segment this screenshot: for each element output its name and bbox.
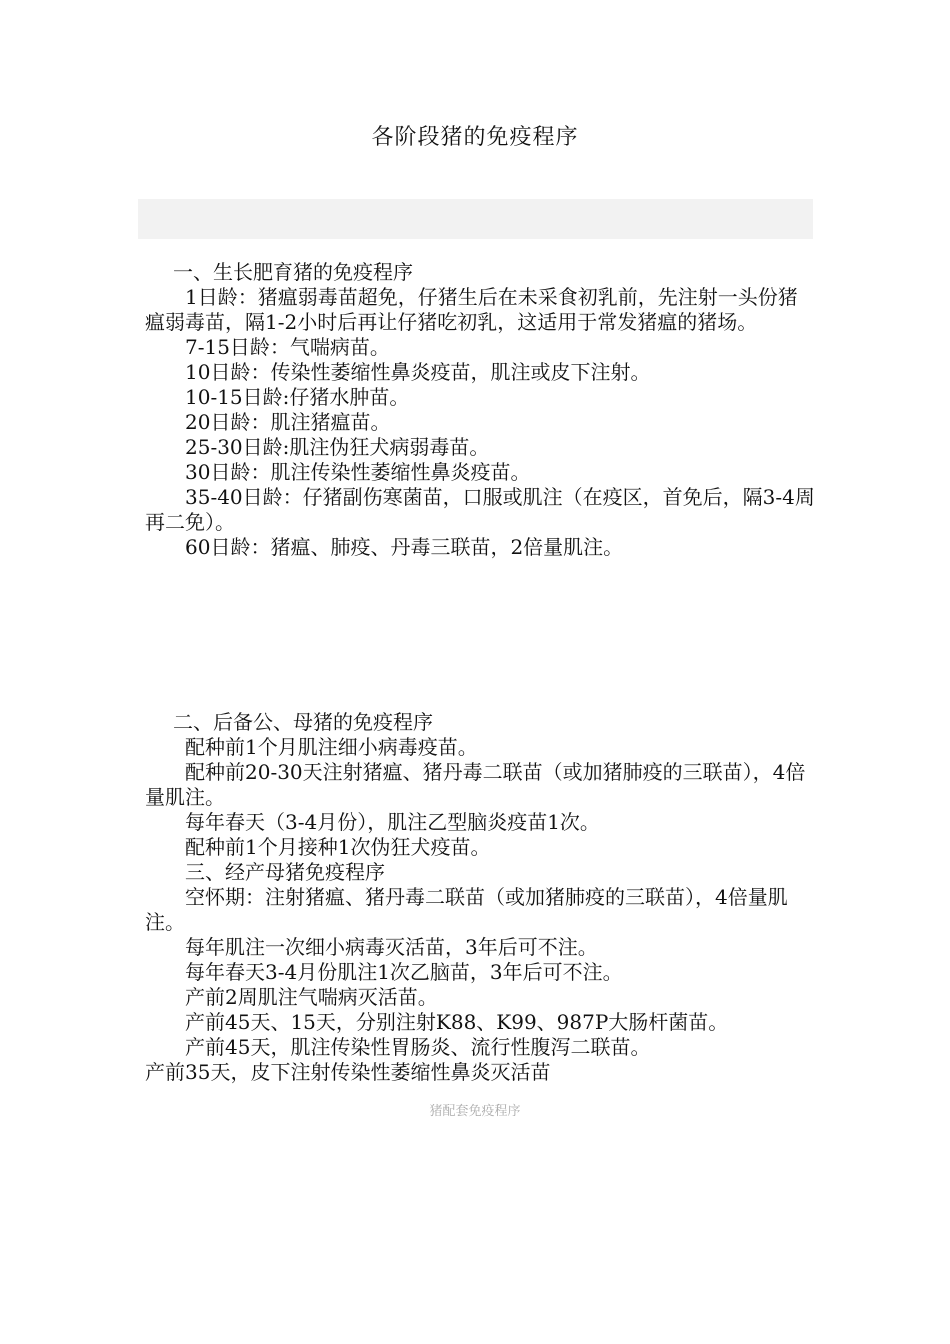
schedule-line: 配种前1个月接种1次伪狂犬疫苗。: [185, 835, 491, 859]
schedule-line: 配种前20-30天注射猪瘟、猪丹毒二联苗（或加猪肺疫的三联苗），4倍量肌注。: [145, 760, 806, 809]
schedule-line: 1日龄：猪瘟弱毒苗超免，仔猪生后在未采食初乳前，先注射一头份猪瘟弱毒苗，隔1-2小时后再让仔猪吃初乳，这适用于常发猪瘟的猪场。: [145, 285, 798, 334]
section-heading: 三、经产母猪免疫程序: [185, 860, 385, 884]
section-breeding-pigs: [145, 710, 815, 1085]
section-growing-pigs: [145, 260, 815, 560]
schedule-line: 产前35天，皮下注射传染性萎缩性鼻炎灭活苗: [145, 1060, 551, 1084]
schedule-line: 7-15日龄：气喘病苗。: [185, 335, 390, 359]
schedule-line: 35-40日龄：仔猪副伤寒菌苗，口服或肌注（在疫区，首免后，隔3-4周再二免）。: [145, 485, 815, 534]
header-band: [138, 199, 813, 239]
schedule-line: 每年春天（3-4月份），肌注乙型脑炎疫苗1次。: [185, 810, 600, 834]
page-title: 各阶段猪的免疫程序: [371, 125, 579, 150]
schedule-line: 产前45天、15天，分别注射K88、K99、987P大肠杆菌苗。: [185, 1010, 729, 1034]
schedule-line: 25-30日龄:肌注伪狂犬病弱毒苗。: [185, 435, 490, 459]
schedule-line: 30日龄：肌注传染性萎缩性鼻炎疫苗。: [185, 460, 531, 484]
schedule-line: 空怀期：注射猪瘟、猪丹毒二联苗（或加猪肺疫的三联苗），4倍量肌注。: [145, 885, 788, 934]
schedule-line: 每年肌注一次细小病毒灭活苗，3年后可不注。: [185, 935, 598, 959]
schedule-line: 配种前1个月肌注细小病毒疫苗。: [185, 735, 478, 759]
footer-note: 猪配套免疫程序: [429, 1104, 521, 1119]
schedule-line: 产前45天，肌注传染性胃肠炎、流行性腹泻二联苗。: [185, 1035, 651, 1059]
schedule-line: 每年春天3-4月份肌注1次乙脑苗，3年后可不注。: [185, 960, 623, 984]
schedule-line: 60日龄：猪瘟、肺疫、丹毒三联苗，2倍量肌注。: [185, 535, 624, 559]
schedule-line: 10-15日龄:仔猪水肿苗。: [185, 385, 410, 409]
section-heading: 二、后备公、母猪的免疫程序: [173, 710, 433, 734]
schedule-line: 产前2周肌注气喘病灭活苗。: [185, 985, 438, 1009]
section-heading: 一、生长肥育猪的免疫程序: [173, 260, 413, 284]
schedule-line: 10日龄：传染性萎缩性鼻炎疫苗，肌注或皮下注射。: [185, 360, 651, 384]
schedule-line: 20日龄：肌注猪瘟苗。: [185, 410, 391, 434]
